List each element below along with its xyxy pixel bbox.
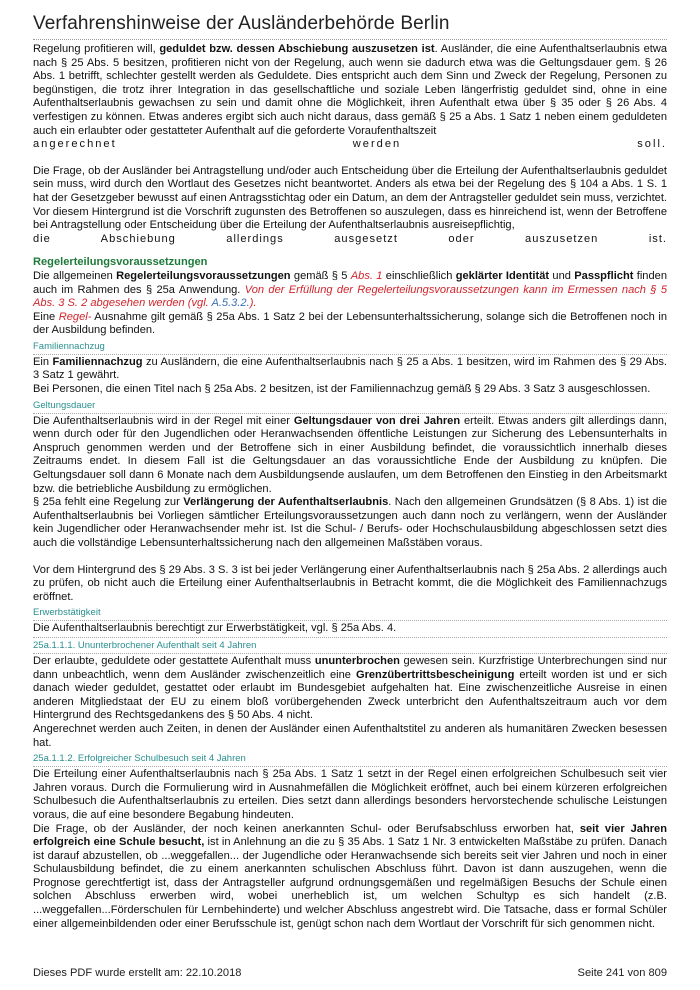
- paragraph-geltungsdauer: Die Aufenthaltserlaubnis wird in der Regel mit einer Geltungsdauer von drei Jahren erteilt. Etwas anders gilt allerdings dann, wenn durch oder für den Jugendlichen oder Heranwachsenden öffentliche Leistungen zur Sicherung des Lebensunterhalts in Anspruch genommen werden und der Betroffene sich in einer Ausbildung befindet, die voraussichtlich innerhalb dieses Zeitraums endet. In diesem Fall ist die Geltungsdauer an das voraussichtliche Ende der Ausbildung zu knüpfen. Die Geltungsdauer soll dann 6 Monate nach dem Ausbildungsende auslaufen, um dem Betroffenen den Einstieg in den Arbeitsmarkt bzw. die betriebliche Ausbildung zu ermöglichen.: [33, 414, 668, 495]
- paragraph-schulbesuch: Die Erteilung einer Aufenthaltserlaubnis nach § 25a Abs. 1 Satz 1 setzt in der Regel einen erfolgreichen Schulbesuch seit vier Jahren voraus. Durch die Formulierung wird in Ausnahmefällen die Möglichkeit eröffnet, auch bei einem kürzeren erfolgreichen Schulbesuch die Aufenthaltserlaubnis zu erteilen. Dies setzt dann allerdings besonders hervorstechende schulische Leistungen voraus, die auf eine besondere Begabung hindeuten.: [33, 768, 667, 821]
- section-heading-erwerbstaetigkeit: Erwerbstätigkeit: [33, 607, 101, 619]
- footer-created-date: Dieses PDF wurde erstellt am: 22.10.2018: [33, 967, 242, 979]
- paragraph-duldung: Die Frage, ob der Ausländer bei Antragstellung und/oder auch Entscheidung über die Erteilung der Aufenthaltserlaubnis geduldet sein muss, wird durch den Wortlaut des Gesetzes nicht beantwortet. Anders als etwa bei der Regelung des § 104 a Abs. 1 S. 1 hat der Gesetzgeber bewusst auf einen Antragsstichtag oder ein Datum, an dem der Antragsteller geduldet sein muss, verzichtet. Vor diesem Hintergrund ist die Vorschrift zugunsten des Betroffenen so auszulegen, dass es hinreichend ist, wenn der Betroffene bei Antragstellung oder Entscheidung über die Erteilung der Aufenthaltserlaubnis ausreisepflichtig,: [33, 164, 667, 232]
- section-divider: [33, 354, 667, 355]
- section-heading-25a112: 25a.1.1.2. Erfolgreicher Schulbesuch seit 4 Jahren: [33, 753, 246, 765]
- paragraph-familiennachzug-2: Bei Personen, die einen Titel nach § 25a Abs. 2 besitzen, ist der Familiennachzug gemäß § 29 Abs. 3 Satz 3 ausgeschlossen.: [33, 383, 651, 396]
- section-heading-regelerteilung: Regelerteilungsvoraussetzungen: [33, 256, 208, 269]
- section-divider: [33, 766, 667, 767]
- paragraph-verlaengerung: § 25a fehlt eine Regelung zur Verlängerung der Aufenthaltserlaubnis. Nach den allgemeinen Grundsätzen (§ 8 Abs. 1) ist die Aufenthaltserlaubnis bei Vorliegen sämtlicher Erteilungsvoraussetzungen auch dann noch zu verlängern, wenn der Ausländer kein Jugendlicher oder Heranwachsender mehr ist. Ist die Schul- / Berufs- oder Hochschulausbildung abgeschlossen setzt dies auch die vollständige Lebensunterhaltssicherung nach den allgemeinen Maßstäben voraus.: [33, 496, 667, 549]
- footer-page-number: Seite 241 von 809: [577, 967, 667, 979]
- title-divider: [33, 39, 667, 40]
- section-heading-familiennachzug: Familiennachzug: [33, 340, 105, 352]
- paragraph-intro-last-line: angerechnet werden soll.: [33, 138, 667, 151]
- document-page: [33, 0, 667, 931]
- paragraph-schulbesuch-2: Die Frage, ob der Ausländer, der noch keinen anerkannten Schul- oder Berufsabschluss erworben hat, seit vier Jahren erfolgreich eine Schule besucht, ist in Anlehnung an die zu § 35 Abs. 1 Satz 1 Nr. 3 entwickelten Maßstäbe zu prüfen. Danach ist darauf abzustellen, ob ...weggefallen... der Jugendliche oder Heranwachsende sich bereits seit vier Jahren und noch in einer Schulausbildung befindet, die zu einem anerkannten schulischen Abschluss führt. Davon ist dann auszugehen, wenn die Prognose gerechtfertigt ist, dass der Antragsteller aufgrund ordnungsgemäßen und regelmäßigen Besuchs der Schule einen solchen Abschluss erwerben wird, wobei unerheblich ist, um welchen Schultyp es sich handelt (z.B. ...weggefallen...Förderschulen für Lernbehinderte) und welcher Abschluss angestrebt wird. Die Tatsache, dass er formal Schüler einer allgemeinbildenden oder einer Berufsschule ist, genügt schon nach dem Wortlaut der Vorschrift für sich genommen nicht.: [33, 822, 667, 930]
- section-heading-25a111: 25a.1.1.1. Ununterbrochener Aufenthalt seit 4 Jahren: [33, 639, 257, 651]
- paragraph-regel-ausnahme: Eine Regel- Ausnahme gilt gemäß § 25a Abs. 1 Satz 2 bei der Lebensunterhaltssicherung, solange sich die Betroffenen noch in der Ausbildung befinden.: [33, 310, 667, 337]
- section-heading-geltungsdauer: Geltungsdauer: [33, 399, 96, 411]
- paragraph-duldung-last-line: die Abschiebung allerdings ausgesetzt oder auszusetzen ist.: [33, 232, 667, 245]
- reference-link-a532[interactable]: A.5.3.2.: [211, 297, 250, 310]
- paragraph-hintergrund: Vor dem Hintergrund des § 29 Abs. 3 S. 3 ist bei jeder Verlängerung einer Aufenthaltserlaubnis nach § 25a Abs. 2 allerdings auch zu prüfen, ob nicht auch die Erteilung einer Aufenthaltserlaubnis in Betracht kommt, die die Möglichkeit des Familiennachzugs eröffnet.: [33, 563, 667, 603]
- section-divider: [33, 653, 667, 654]
- paragraph-intro: Regelung profitieren will, geduldet bzw. dessen Abschiebung auszusetzen ist. Ausländer, die eine Aufenthaltserlaubnis etwa nach § 25 Abs. 5 besitzen, profitieren nicht von der Regelung, auch wenn sie dadurch etwa was die Geltungsdauer gem. § 26 Abs. 1 betrifft, schlechter gestellt werden als Geduldete. Dies entspricht auch dem Sinn und Zweck der Regelung, Personen zu begünstigen, die trotz ihrer Integration in das gesellschaftliche und soziale Leben längerfristig geduldet sind, ohne in eine Aufenthaltserlaubnis gewachsen zu sein und damit ohne die Möglichkeit, ihren Aufenthalt etwa über § 35 oder § 26 Abs. 4 verfestigen zu können. Etwas anderes ergibt sich auch nicht daraus, dass gemäß § 25 a Abs. 1 Satz 1 neben einem geduldeten auch ein erlaubter oder gestatteter Aufenthalt auf die geforderte Voraufenthaltszeit: [33, 43, 667, 137]
- paragraph-ununterbrochen: Der erlaubte, geduldete oder gestattete Aufenthalt muss ununterbrochen gewesen sein. Kurzfristige Unterbrechungen sind nur dann unbeachtlich, wenn dem Ausländer zwischenzeitlich eine Grenzübertrittsbescheinigung erteilt worden ist und er sich danach wieder geduldet, gestattet oder erlaubt im Bundesgebiet aufgehalten hat. Eine zwischenzeitliche Ausreise in einen anderen Mitgliedstaat der EU zu einem bloß vorübergehenden Zweck unterbricht den Aufenthaltszeitraum auch vor dem Hintergrund des Rechtsgedankens des § 50 Abs. 4 nicht.: [33, 654, 668, 722]
- paragraph-angerechnet: Angerechnet werden auch Zeiten, in denen der Ausländer einen Aufenthaltstitel zu anderen als humanitären Zwecken besessen hat.: [33, 722, 667, 749]
- page-title: Verfahrenshinweise der Ausländerbehörde Berlin: [33, 13, 450, 34]
- paragraph-erwerbstaetigkeit: Die Aufenthaltserlaubnis berechtigt zur Erwerbstätigkeit, vgl. § 25a Abs. 4.: [33, 622, 397, 635]
- paragraph-familiennachzug: Ein Familiennachzug zu Ausländern, die eine Aufenthaltserlaubnis nach § 25 a Abs. 1 besitzen, wird im Rahmen des § 29 Abs. 3 Satz 1 gewährt.: [33, 355, 667, 382]
- section-divider: [33, 620, 667, 621]
- paragraph-regelerteilung: Die allgemeinen Regelerteilungsvoraussetzungen gemäß § 5 Abs. 1 einschließlich geklärter Identität und Passpflicht finden auch im Rahmen des § 25a Anwendung. Von der Erfüllung der Regelerteilungsvoraussetzungen kann im Ermessen nach § 5 Abs. 3 S. 2 abgesehen werden (vgl. A.5.3.2.).: [33, 269, 668, 310]
- section-divider: [33, 413, 667, 414]
- section-divider: [33, 637, 667, 638]
